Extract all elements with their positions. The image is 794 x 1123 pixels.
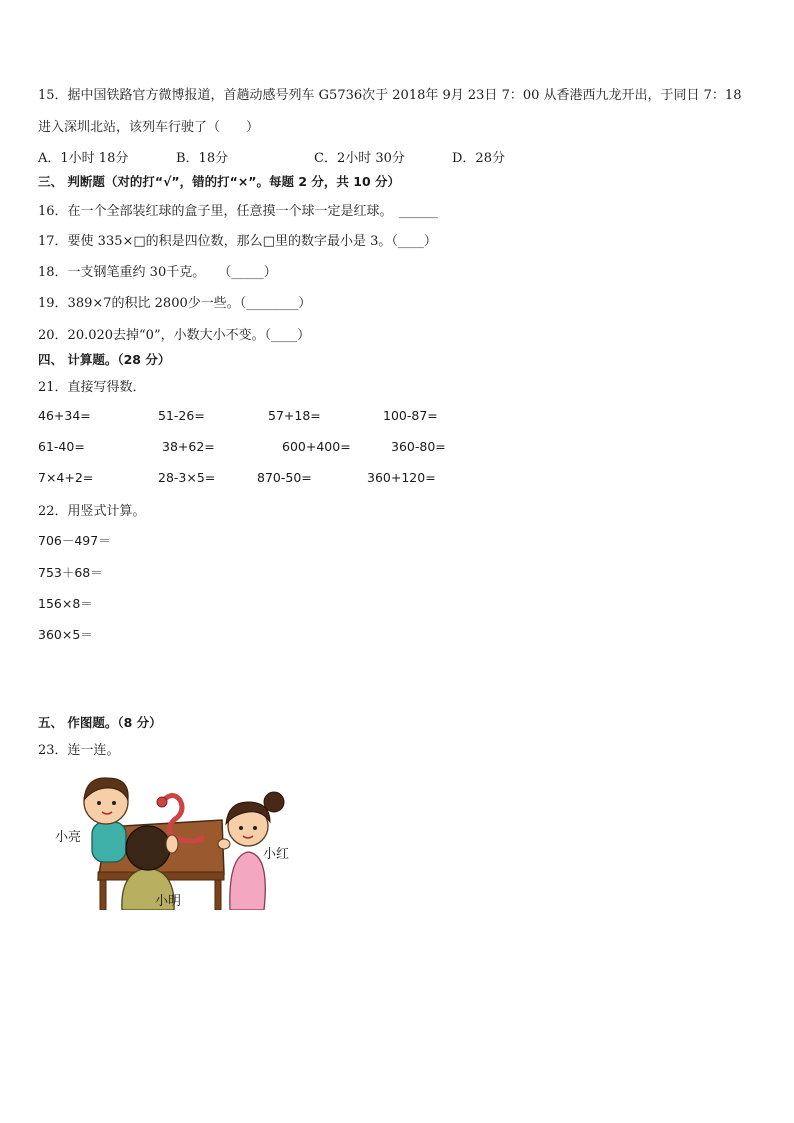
boy-front-head <box>126 826 170 870</box>
q22-item: 753＋68＝ <box>38 565 103 580</box>
snake-head <box>157 797 167 807</box>
eye <box>97 801 101 805</box>
q15-line2: 进入深圳北站，该列车行驶了（ ） <box>38 120 260 135</box>
eye <box>239 826 243 830</box>
q21-item: 38+62= <box>162 439 215 454</box>
q21-item: 57+18= <box>268 408 321 423</box>
q15-option-c: C．2小时 30分 <box>314 151 405 166</box>
table-leg <box>100 880 106 910</box>
q22-item: 156×8＝ <box>38 596 93 611</box>
eye <box>112 801 116 805</box>
label-xiaohong: 小红 <box>263 847 290 862</box>
q21-item: 600+400= <box>282 439 351 454</box>
boy-left-shirt <box>92 822 126 862</box>
girl-hand <box>218 839 230 849</box>
q22-stem: 22．用竖式计算。 <box>38 504 146 519</box>
q15-option-d: D．28分 <box>452 151 505 166</box>
table-leg <box>215 880 221 910</box>
q21-stem: 21．直接写得数． <box>38 380 146 395</box>
q17: 17．要使 335×□的积是四位数，那么□里的数字最小是 3。（____） <box>38 234 437 249</box>
q21-item: 46+34= <box>38 408 91 423</box>
q20: 20．20.020去掉“0”，小数大小不变。（____） <box>38 328 311 343</box>
q21-item: 360+120= <box>367 470 436 485</box>
label-xiaoliang: 小亮 <box>55 830 82 845</box>
q23-stem: 23．连一连。 <box>38 743 120 758</box>
section5-title: 五、 作图题。（8 分） <box>38 715 162 730</box>
q15-line1: 15．据中国铁路官方微博报道，首趟动感号列车 G5736次于 2018年 9月 23日 7：00 从香港西九龙开出，于同日 7：18 <box>38 88 742 103</box>
q19: 19．389×7的积比 2800少一些。（________） <box>38 296 312 311</box>
label-xiaoming: 小明 <box>155 894 182 909</box>
eye <box>253 826 257 830</box>
q22-item: 706－497＝ <box>38 533 111 548</box>
q21-item: 61-40= <box>38 439 85 454</box>
section3-title: 三、 判断题（对的打“√”，错的打“×”。每题 2 分，共 10 分） <box>38 174 401 189</box>
boy-front-hand <box>166 835 178 853</box>
q21-item: 7×4+2= <box>38 470 94 485</box>
q16: 16．在一个全部装红球的盒子里，任意摸一个球一定是红球。 ______ <box>38 204 439 219</box>
q21-item: 51-26= <box>158 408 205 423</box>
q22-item: 360×5＝ <box>38 627 93 642</box>
q21-item: 28-3×5= <box>158 470 216 485</box>
q15-option-b: B．18分 <box>176 151 229 166</box>
girl-ponytail <box>264 792 284 812</box>
q18: 18．一支钢笔重约 30千克。 （_____） <box>38 265 277 280</box>
girl-dress <box>230 852 265 910</box>
q15-option-a: A．1小时 18分 <box>38 151 129 166</box>
q21-item: 870-50= <box>257 470 312 485</box>
section4-title: 四、 计算题。（28 分） <box>38 352 171 367</box>
q21-item: 100-87= <box>383 408 438 423</box>
q21-item: 360-80= <box>391 439 446 454</box>
